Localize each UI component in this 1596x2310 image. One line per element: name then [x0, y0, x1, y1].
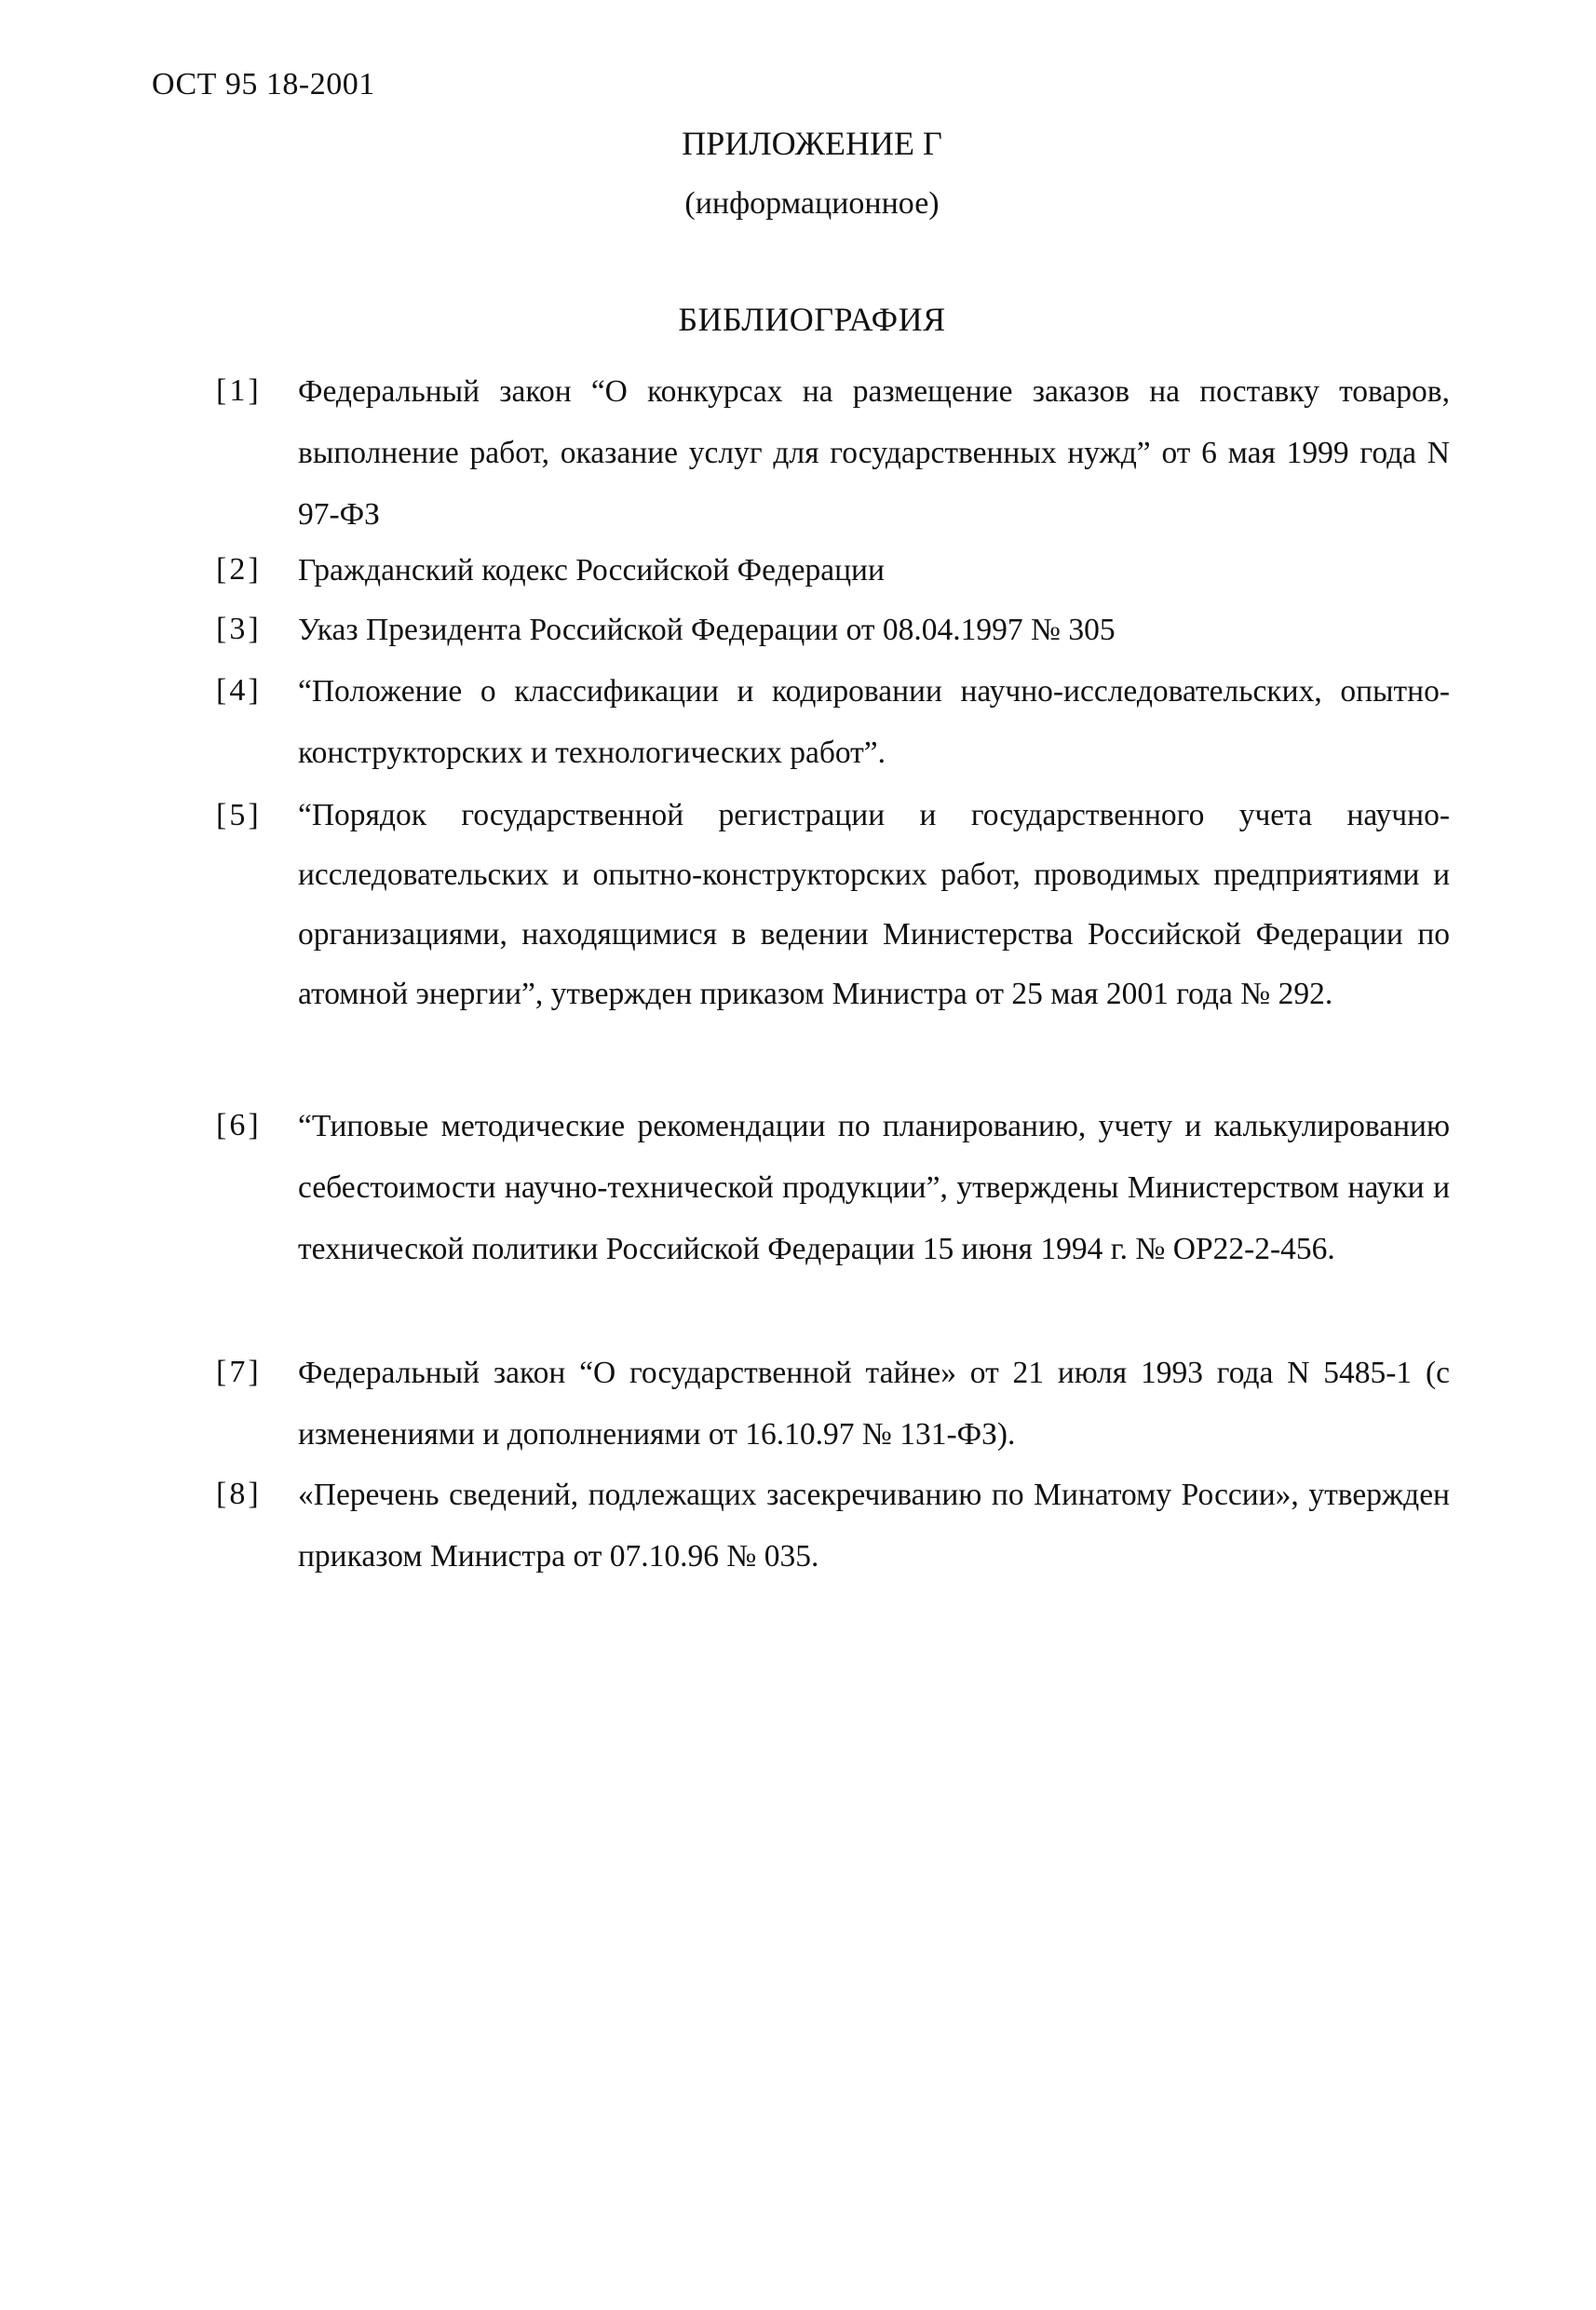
item-number: [2]: [216, 552, 262, 587]
item-text: Указ Президента Российской Федерации от 08.04.1997 № 305: [298, 613, 1116, 647]
appendix-title: ПРИЛОЖЕНИЕ Г: [682, 125, 942, 162]
item-text: Гражданский кодекс Российской Федерации: [298, 553, 885, 588]
appendix-kind: (информационное): [684, 186, 940, 221]
item-number: [4]: [216, 673, 262, 708]
item-text: Федеральный закон “О государственной тайне» от 21 июля 1993 года N 5485-1 (с изменениями и дополнениями от 16.10.97 № 131-ФЗ).: [298, 1356, 1450, 1452]
item-number: [1]: [216, 373, 262, 408]
item-number: [7]: [216, 1355, 262, 1389]
document-code: ОСТ 95 18-2001: [152, 67, 375, 101]
item-number: [3]: [216, 612, 262, 646]
item-text: “Положение о классификации и кодировании научно-исследовательских, опытно-конструкторских и технологических работ”.: [298, 674, 1450, 770]
item-text: “Типовые методические рекомендации по планированию, учету и калькулированию себестоимости научно-технической продукции”, утверждены Министерством науки и технической политики Российской Федерации 15 июня 1994 г. № ОР22-2-456.: [298, 1109, 1450, 1266]
item-text: Федеральный закон “О конкурсах на размещение заказов на поставку товаров, выполнение работ, оказание услуг для государственных нужд” от 6 мая 1999 года N 97-ФЗ: [298, 374, 1450, 532]
item-text: «Перечень сведений, подлежащих засекречиванию по Минатому России», утвержден приказом Министра от 07.10.96 № 035.: [298, 1478, 1450, 1574]
item-number: [6]: [216, 1108, 262, 1142]
bibliography-title: БИБЛИОГРАФИЯ: [678, 301, 946, 338]
item-text: “Порядок государственной регистрации и государственного учета научно-исследовательских и опытно-конструкторских работ, проводимых предприятиями и организациями, находящимися в ведении Министерства Российской Федерации по атомной энергии”, утвержден приказом Министра от 25 мая 2001 года № 292.: [298, 798, 1450, 1011]
item-number: [5]: [216, 798, 262, 832]
item-number: [8]: [216, 1477, 262, 1511]
